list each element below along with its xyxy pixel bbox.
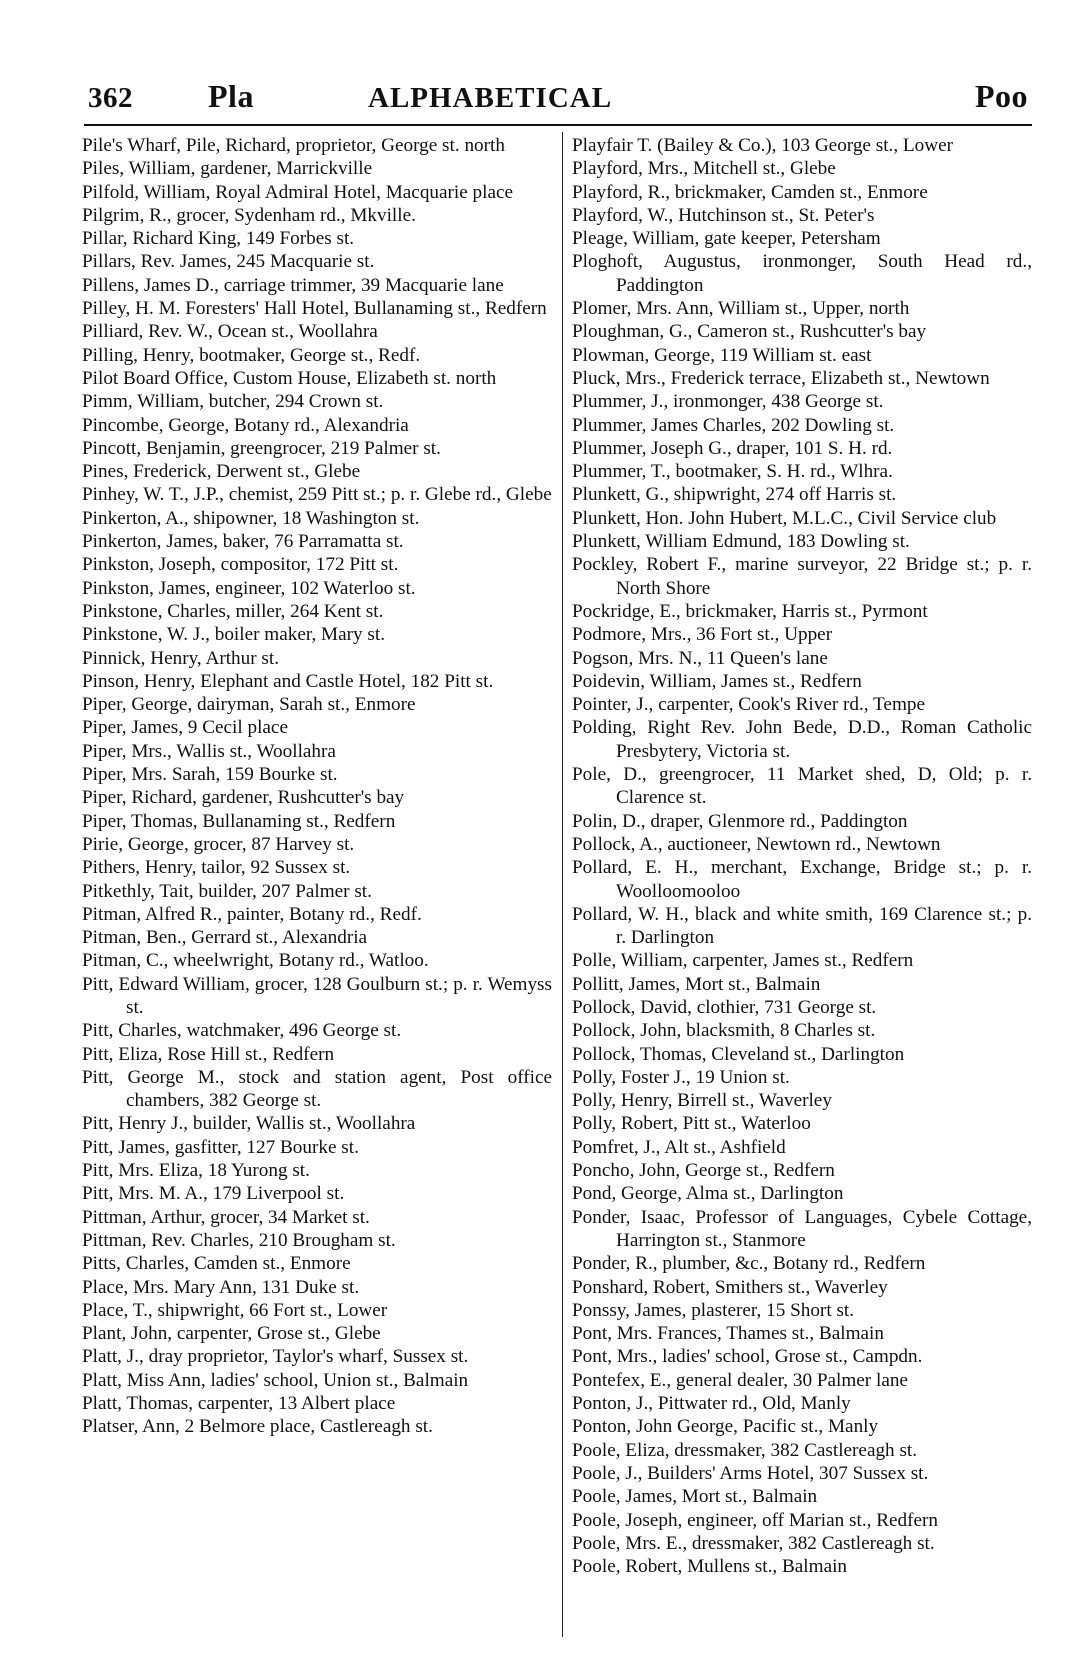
directory-entry: Place, T., shipwright, 66 Fort st., Lower [82,1299,388,1321]
directory-entry: Pomfret, J., Alt st., Ashfield [572,1136,786,1158]
directory-entry: Pont, Mrs. Frances, Thames st., Balmain [572,1323,884,1345]
directory-entry: Pinkston, James, engineer, 102 Waterloo st. [82,577,416,599]
directory-entry: Playfair T. (Bailey & Co.), 103 George st., Lower [572,135,954,156]
directory-entry: Ponssy, James, plasterer, 15 Short st. [572,1299,855,1321]
directory-entry: Pitt, James, gasfitter, 127 Bourke st. [82,1136,359,1158]
directory-entry: Ponton, John George, Pacific st., Manly [572,1416,879,1438]
directory-entry: Pitts, Charles, Camden st., Enmore [82,1253,351,1275]
directory-entry: Pontefex, E., general dealer, 30 Palmer lane [572,1369,908,1391]
directory-entry: Pilley, H. M. Foresters' Hall Hotel, Bullanaming st., Redfern [82,298,547,320]
directory-entry: Pitt, Charles, watchmaker, 496 George st. [82,1020,402,1042]
directory-entry: Pollock, Thomas, Cleveland st., Darlington [572,1043,905,1065]
directory-entry: Pogson, Mrs. N., 11 Queen's lane [572,647,828,669]
directory-entry: Pollard, W. H., black and white smith, 169 Clarence st.; p. r. Darlington [572,903,1032,949]
directory-entry: Pinkston, Joseph, compositor, 172 Pitt st. [82,554,399,576]
directory-entry: Pont, Mrs., ladies' school, Grose st., Campdn. [572,1346,923,1368]
directory-entry: Pinkerton, James, baker, 76 Parramatta st. [82,531,404,553]
directory-entry: Polly, Foster J., 19 Union st. [572,1066,790,1088]
directory-entry: Ploughman, G., Cameron st., Rushcutter's bay [572,321,927,343]
directory-entry: Plomer, Mrs. Ann, William st., Upper, north [572,298,910,320]
directory-entry: Ploghoft, Augustus, ironmonger, South Head rd., Paddington [572,251,1032,296]
directory-entry: Platt, J., dray proprietor, Taylor's wharf, Sussex st. [82,1346,469,1368]
directory-entry: Polly, Robert, Pitt st., Waterloo [572,1113,811,1135]
directory-entry: Poole, Robert, Mullens st., Balmain [572,1556,848,1578]
directory-entry: Pollard, E. H., merchant, Exchange, Bridge st.; p. r. Woolloomooloo [572,857,1032,902]
directory-entry: Pollock, David, clothier, 731 George st. [572,996,877,1018]
directory-entry: Plummer, Joseph G., draper, 101 S. H. rd. [572,437,893,459]
directory-entry: Pitman, Ben., Gerrard st., Alexandria [82,927,368,949]
directory-entry: Polle, William, carpenter, James st., Redfern [572,950,914,972]
directory-entry: Piles, William, gardener, Marrickville [82,158,373,180]
directory-entry: Pluck, Mrs., Frederick terrace, Elizabeth st., Newtown [572,367,990,389]
directory-entry: Pollock, A., auctioneer, Newtown rd., Newtown [572,833,941,855]
header-rule [84,124,1032,126]
directory-entry: Playford, Mrs., Mitchell st., Glebe [572,158,836,180]
directory-entry: Pollitt, James, Mort st., Balmain [572,973,821,995]
directory-entry: Plummer, J., ironmonger, 438 George st. [572,391,884,413]
directory-entry: Pitt, Mrs. M. A., 179 Liverpool st. [82,1183,345,1205]
directory-entry: Pirie, George, grocer, 87 Harvey st. [82,833,355,855]
directory-entry: Pillar, Richard King, 149 Forbes st. [82,228,355,250]
directory-entry: Pinson, Henry, Elephant and Castle Hotel, 182 Pitt st. [82,670,494,692]
directory-entry: Poncho, John, George st., Redfern [572,1160,835,1182]
left-guide-word: Pla [208,78,254,114]
directory-entry: Piper, George, dairyman, Sarah st., Enmore [82,694,416,716]
directory-entry: Piper, Thomas, Bullanaming st., Redfern [82,810,396,832]
directory-entry: Pitman, Alfred R., painter, Botany rd., Redf. [82,903,422,925]
directory-entry: Pitt, Henry J., builder, Wallis st., Woollahra [82,1113,416,1135]
directory-entry: Platt, Miss Ann, ladies' school, Union st., Balmain [82,1369,469,1391]
directory-entry: Playford, R., brickmaker, Camden st., Enmore [572,181,928,203]
directory-entry: Ponder, Isaac, Professor of Languages, Cybele Cottage, Harrington st., Stanmore [572,1206,1032,1251]
directory-entry: Pond, George, Alma st., Darlington [572,1183,844,1205]
left-column [82,134,552,1439]
directory-entry: Pollock, John, blacksmith, 8 Charles st. [572,1020,876,1042]
directory-entry: Ponton, J., Pittwater rd., Old, Manly [572,1393,851,1415]
directory-entry: Pincombe, George, Botany rd., Alexandria [82,414,409,436]
directory-entry: Pockley, Robert F., marine surveyor, 22 Bridge st.; p. r. North Shore [572,554,1032,599]
directory-entry: Pitkethly, Tait, builder, 207 Palmer st. [82,880,372,902]
directory-entry: Pillens, James D., carriage trimmer, 39 Macquarie lane [82,274,504,296]
directory-entry: Pinkerton, A., shipowner, 18 Washington st. [82,507,420,529]
directory-entry: Pilling, Henry, bootmaker, George st., Redf. [82,344,421,366]
directory-entry: Pines, Frederick, Derwent st., Glebe [82,461,361,483]
directory-entry: Pinkstone, W. J., boiler maker, Mary st. [82,624,386,646]
directory-entry: Pitt, Edward William, grocer, 128 Goulburn st.; p. r. Wemyss st. [82,973,552,1018]
directory-entry: Pittman, Rev. Charles, 210 Brougham st. [82,1229,396,1251]
directory-entry: Podmore, Mrs., 36 Fort st., Upper [572,624,833,646]
directory-entry: Pimm, William, butcher, 294 Crown st. [82,391,384,413]
directory-entry: Polly, Henry, Birrell st., Waverley [572,1090,832,1112]
directory-entry: Plunkett, William Edmund, 183 Dowling st. [572,531,910,553]
directory-entry: Pitt, Eliza, Rose Hill st., Redfern [82,1043,335,1065]
directory-entry: Pitt, George M., stock and station agent, Post office chambers, 382 George st. [82,1066,552,1112]
directory-entry: Pile's Wharf, Pile, Richard, proprietor, George st. north [82,135,505,156]
directory-entry: Platser, Ann, 2 Belmore place, Castlereagh st. [82,1416,433,1438]
directory-entry: Poole, James, Mort st., Balmain [572,1486,818,1508]
directory-entry: Ponder, R., plumber, &c., Botany rd., Redfern [572,1253,926,1275]
page-header [88,78,1028,118]
directory-entry: Piper, Mrs., Wallis st., Woollahra [82,740,336,762]
directory-entry: Place, Mrs. Mary Ann, 131 Duke st. [82,1276,360,1298]
directory-entry: Ponshard, Robert, Smithers st., Waverley [572,1276,888,1298]
directory-entry: Plant, John, carpenter, Grose st., Glebe [82,1323,381,1345]
page-title: ALPHABETICAL [368,82,613,114]
directory-entry: Pinnick, Henry, Arthur st. [82,647,280,669]
directory-entry: Pole, D., greengrocer, 11 Market shed, D, Old; p. r. Clarence st. [572,764,1032,809]
directory-entry: Pithers, Henry, tailor, 92 Sussex st. [82,857,351,879]
directory-entry: Pilfold, William, Royal Admiral Hotel, Macquarie place [82,181,514,203]
directory-entry: Platt, Thomas, carpenter, 13 Albert place [82,1393,396,1415]
directory-entry: Pincott, Benjamin, greengrocer, 219 Palmer st. [82,437,441,459]
directory-entry: Pleage, William, gate keeper, Petersham [572,228,881,250]
directory-entry: Pitman, C., wheelwright, Botany rd., Watloo. [82,950,429,972]
directory-entry: Piper, James, 9 Cecil place [82,717,288,739]
directory-entry: Plummer, T., bootmaker, S. H. rd., Wlhra. [572,461,893,483]
directory-entry: Polding, Right Rev. John Bede, D.D., Roman Catholic Presbytery, Victoria st. [572,717,1032,762]
directory-entry: Piper, Richard, gardener, Rushcutter's bay [82,787,405,809]
directory-entry: Pinkstone, Charles, miller, 264 Kent st. [82,600,384,622]
directory-entry: Poole, Joseph, engineer, off Marian st., Redfern [572,1509,939,1531]
right-guide-word: Poo [974,78,1028,114]
directory-entry: Poole, Mrs. E., dressmaker, 382 Castlereagh st. [572,1532,935,1554]
directory-entry: Pilgrim, R., grocer, Sydenham rd., Mkville. [82,204,416,226]
directory-entry: Pittman, Arthur, grocer, 34 Market st. [82,1206,370,1228]
directory-entry: Poole, J., Builders' Arms Hotel, 307 Sussex st. [572,1462,929,1484]
directory-entry: Plowman, George, 119 William st. east [572,344,872,366]
directory-entry: Poidevin, William, James st., Redfern [572,670,862,692]
directory-entry: Polin, D., draper, Glenmore rd., Paddington [572,810,908,832]
directory-entry: Pitt, Mrs. Eliza, 18 Yurong st. [82,1160,310,1182]
directory-entry: Plunkett, Hon. John Hubert, M.L.C., Civil Service club [572,507,997,529]
directory-entry: Pillars, Rev. James, 245 Macquarie st. [82,251,375,273]
directory-entry: Plummer, James Charles, 202 Dowling st. [572,414,895,436]
right-column [572,134,1032,1578]
directory-entry: Poole, Eliza, dressmaker, 382 Castlereagh st. [572,1439,918,1461]
directory-entry: Piper, Mrs. Sarah, 159 Bourke st. [82,764,338,786]
column-divider [562,132,563,1637]
directory-entry: Pockridge, E., brickmaker, Harris st., Pyrmont [572,600,928,622]
directory-entry: Playford, W., Hutchinson st., St. Peter's [572,204,875,226]
directory-entry: Plunkett, G., shipwright, 274 off Harris st. [572,484,897,506]
directory-entry: Pinhey, W. T., J.P., chemist, 259 Pitt st.; p. r. Glebe rd., Glebe [82,484,552,506]
directory-entry: Pilliard, Rev. W., Ocean st., Woollahra [82,321,378,343]
directory-entry: Pilot Board Office, Custom House, Elizabeth st. north [82,367,497,389]
page-number: 362 [88,82,133,114]
directory-entry: Pointer, J., carpenter, Cook's River rd., Tempe [572,694,925,716]
